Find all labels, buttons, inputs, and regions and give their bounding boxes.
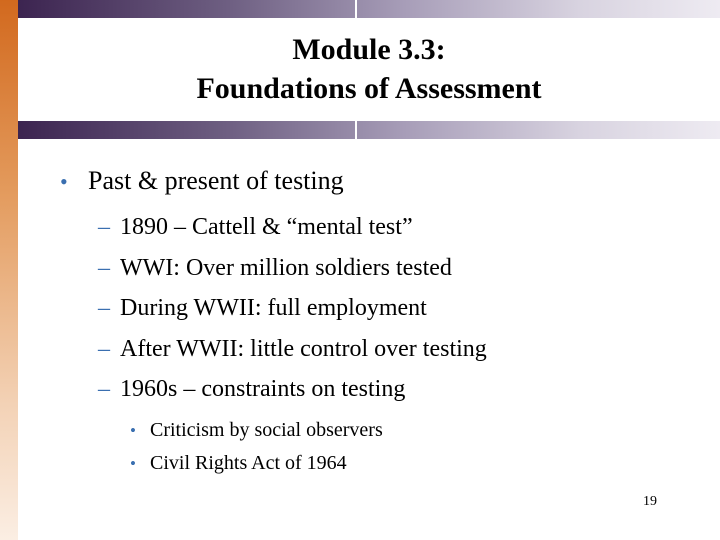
- top-band-divider: [355, 0, 357, 18]
- bullet-icon: •: [60, 169, 68, 194]
- sub-bullet-item: [60, 248, 700, 289]
- dash-icon: –: [98, 335, 110, 362]
- sub-sub-bullet-text: Civil Rights Act of 1964: [150, 451, 347, 474]
- bullet-icon: •: [130, 453, 136, 473]
- top-accent-band: [18, 0, 720, 18]
- sub-sub-bullet-item: [60, 447, 700, 480]
- sub-bullet-item: [60, 288, 700, 329]
- title-underline-band: [18, 121, 720, 139]
- sub-sub-bullet-text: Criticism by social observers: [150, 418, 383, 441]
- sub-bullet-item: [60, 207, 700, 248]
- sub-bullet-item: [60, 369, 700, 410]
- bullet-text: Past & present of testing: [88, 166, 344, 195]
- slide-title-line-1: Module 3.3:: [292, 33, 446, 66]
- sub-bullet-text: After WWII: little control over testing: [120, 335, 487, 362]
- bullet-item: [60, 162, 700, 201]
- sub-bullet-text: 1960s – constraints on testing: [120, 376, 406, 402]
- sub-bullet-text: During WWII: full employment: [120, 295, 427, 321]
- mid-band-divider: [355, 121, 357, 139]
- dash-icon: –: [98, 295, 110, 321]
- sub-bullet-list: [60, 207, 700, 410]
- bullet-icon: •: [130, 420, 136, 440]
- sub-bullet-item: [60, 329, 700, 370]
- dash-icon: –: [98, 376, 110, 402]
- sub-sub-bullet-list: [60, 414, 700, 480]
- left-accent-band: [0, 0, 18, 540]
- slide-title: [18, 30, 720, 108]
- sub-bullet-text: 1890 – Cattell & “mental test”: [120, 214, 413, 240]
- dash-icon: –: [98, 254, 110, 281]
- sub-sub-bullet-item: [60, 414, 700, 447]
- slide-body: [60, 162, 700, 480]
- page-number: 19: [643, 494, 657, 509]
- sub-bullet-text: WWI: Over million soldiers tested: [120, 254, 452, 281]
- dash-icon: –: [98, 214, 110, 240]
- slide-title-line-2: Foundations of Assessment: [196, 72, 542, 105]
